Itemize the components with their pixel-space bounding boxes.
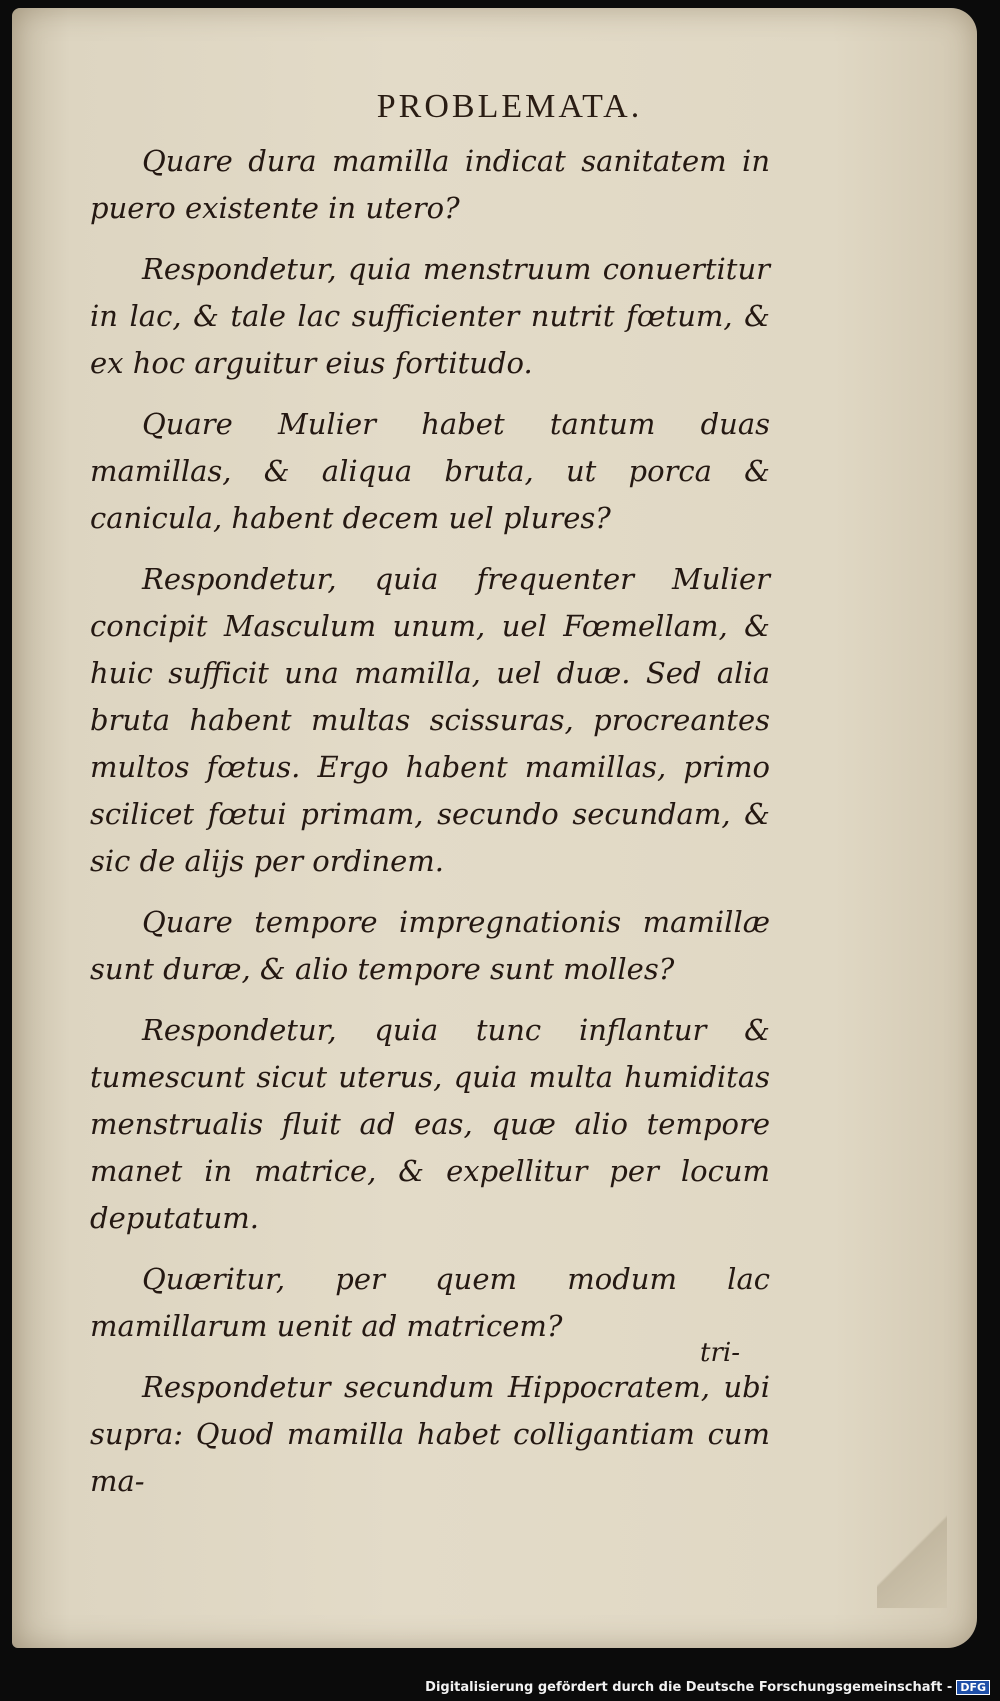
- text-body: [90, 138, 770, 1519]
- page-corner-fold: [877, 1498, 947, 1608]
- paragraph-question-3: Quare tempore impregnationis mamillæ sunt duræ, & alio tempore sunt molles?: [90, 905, 770, 986]
- paragraph-question-1: Quare dura mamilla indicat sanitatem in puero existente in utero?: [90, 144, 770, 225]
- paragraph-answer-4: Respondetur secundum Hippocratem, ubi supra: Quod mamilla habet colligantiam cum ma-: [90, 1370, 770, 1498]
- paragraph-answer-2: Respondetur, quia frequenter Mulier concipit Masculum unum, uel Fœmellam, & huic sufficit una mamilla, uel duæ. Sed alia bruta habent multas scissuras, procreantes multos fœtus. Ergo habent mamillas, primo scilicet fœtui primam, secundo secundam, & sic de alijs per ordinem.: [90, 562, 770, 878]
- digitization-credit: [425, 1680, 990, 1695]
- paragraph-question-2: Quare Mulier habet tantum duas mamillas, & aliqua bruta, ut porca & canicula, habent decem uel plures?: [90, 407, 770, 535]
- catchword: tri-: [700, 1338, 740, 1368]
- book-page: [12, 8, 977, 1648]
- running-header: PROBLEMATA.: [376, 88, 643, 125]
- paragraph-answer-1: Respondetur, quia menstruum conuertitur in lac, & tale lac sufficienter nutrit fœtum, & ex hoc arguitur eius fortitudo.: [90, 252, 770, 380]
- credit-text: Digitalisierung gefördert durch die Deutsche Forschungsgemeinschaft -: [425, 1680, 953, 1695]
- paragraph-question-4: Quæritur, per quem modum lac mamillarum uenit ad matricem?: [90, 1262, 770, 1343]
- dfg-logo: DFG: [956, 1680, 990, 1695]
- paragraph-answer-3: Respondetur, quia tunc inflantur & tumescunt sicut uterus, quia multa humiditas menstrualis fluit ad eas, quæ alio tempore manet in matrice, & expellitur per locum deputatum.: [90, 1013, 770, 1235]
